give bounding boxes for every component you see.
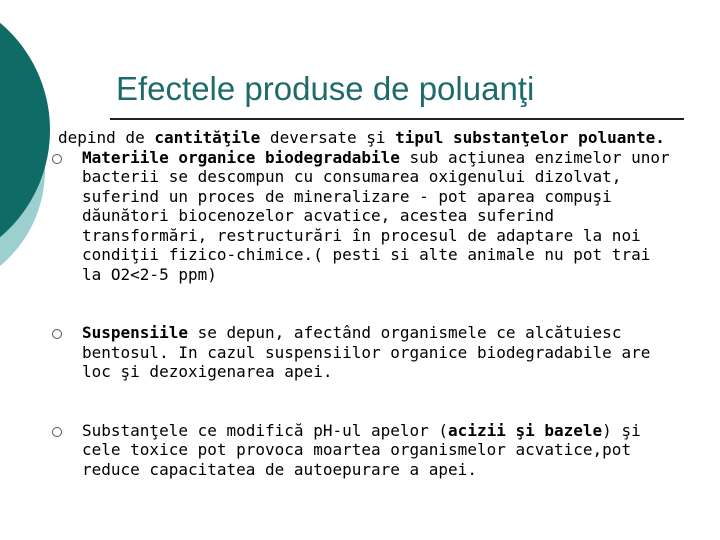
list-item	[58, 148, 678, 285]
page-title: Efectele produse de poluanţi	[116, 70, 535, 107]
decorative-circles	[0, 0, 60, 290]
item-bold: acizii şi bazele	[448, 420, 603, 440]
item-text-pre: Substanţele ce modifică pH-ul apelor (	[82, 420, 449, 440]
list-item	[58, 323, 678, 382]
intro-paragraph	[58, 128, 678, 148]
item-bold: Suspensiile	[82, 323, 188, 342]
item-text-post: ) şi cele toxice pot provoca moartea organismelor acvatice,pot reduce capacitatea de autoepurare a apei.	[82, 420, 641, 479]
item-text: se depun, afectând organismele ce alcătuiesc bentosul. In cazul suspensiilor organice biodegradabile are loc şi dezoxigenarea apei.	[82, 323, 651, 381]
slide-body	[58, 128, 678, 479]
bullet-icon	[52, 329, 62, 339]
intro-bold-1: cantităţile	[154, 128, 261, 147]
bullet-icon	[52, 427, 62, 437]
list-item	[58, 421, 678, 480]
bullet-icon	[52, 154, 62, 164]
title-underline	[110, 118, 684, 120]
intro-text-1: depind de	[58, 128, 155, 147]
intro-text-2: deversate şi	[260, 128, 396, 147]
item-text: sub acţiunea enzimelor unor bacterii se descompun cu consumarea oxigenului dizolvat, suferind un proces de mineralizare - pot aparea compuşi dăunători biocenozelor acvatice, acestea suferind transformări, restructurări în procesul de adaptare la noi condiţii fizico-chimice.( pesti si alte animale nu pot trai la O2<2-5 ppm)	[82, 147, 670, 284]
intro-bold-2: tipul substanţelor poluante.	[395, 128, 665, 147]
item-bold: Materiile organice biodegradabile	[82, 147, 400, 167]
